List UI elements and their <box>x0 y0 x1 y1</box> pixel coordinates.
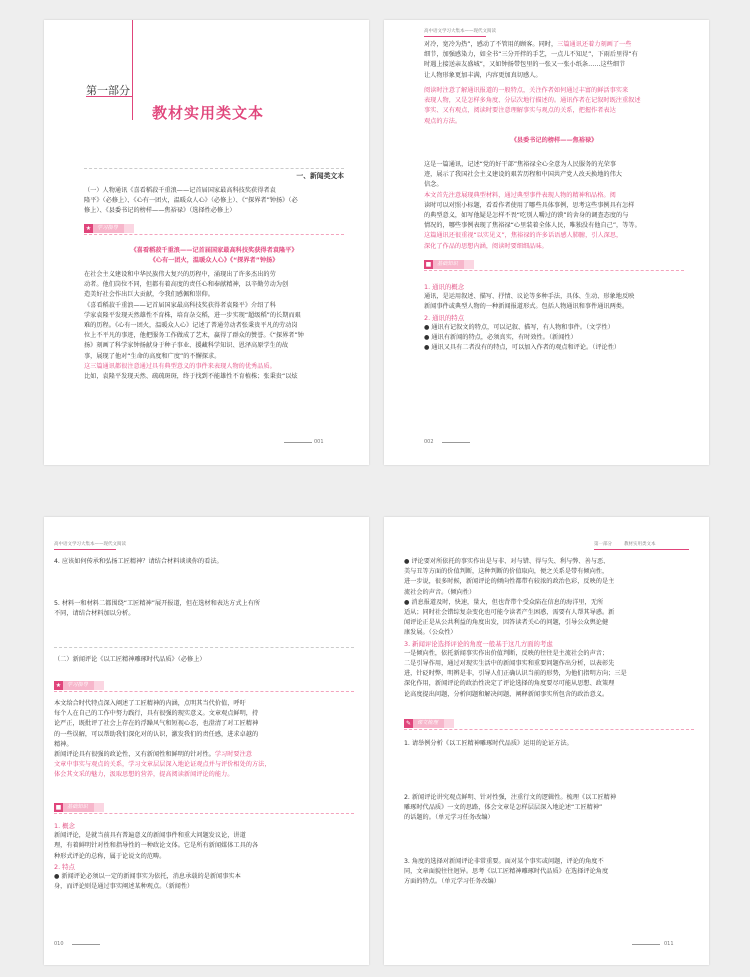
page-number: 002 <box>424 439 434 445</box>
intro-text <box>84 186 344 217</box>
page-number-line <box>632 944 660 945</box>
question-1 <box>404 739 694 749</box>
subtitle: 《心有一团火，温暖众人心》《“探界者”钟扬》 <box>149 257 279 265</box>
feature-line: 身，而评论则是通过事实阐述某种观点。（新闻性） <box>54 883 194 891</box>
tag-tail <box>464 260 474 269</box>
body-line: 二是引导作用，通过对现实生活中的新闻事实和重要问题作出分析，以表彰先 <box>404 660 615 668</box>
highlight-line: 阅读时注意了解通讯报道的一般特点，关注作者如何通过丰富的鲜活事实来 <box>424 87 629 94</box>
feature-item: ● 消息报道及时，快速，量大，但也背带个受众陷在信息的海洋里，无所 <box>404 598 604 606</box>
section-divider <box>84 168 344 169</box>
accent-line <box>132 20 133 120</box>
tag-label: 学习指导 <box>63 681 94 690</box>
question-line: 同，文章面貌往往迥异。思考《以工匠精神雕琢时代品质》在选择评论角度 <box>404 868 609 876</box>
part-label: 第一部分 <box>86 84 130 97</box>
body-line: 读时可以对照小标题，看看作者使用了哪些具体事例，思考这些事例具有怎样 <box>424 201 635 209</box>
tag-divider <box>54 691 354 692</box>
body-line: 事，展现了他对“生命的高度和广度”的不懈探求。 <box>84 352 221 360</box>
tag-divider <box>54 813 354 814</box>
feature-line: 进一步说，很多时候，新闻评论的倾向性都带有较浓的政治色彩，反映的是主 <box>404 578 615 586</box>
body-line: 精神。 <box>54 740 73 748</box>
feature-item: ● 通讯有记叙文的特点，可以记叙、描写，有人物和事件。（文学性） <box>424 323 614 331</box>
body-line: 造美好社会作出巨大贡献，令我们感佩和崇仰。 <box>84 291 214 299</box>
body-line: 在社会主义建设和中华民族伟大复兴的历程中，涌现出了许多杰出的劳 <box>84 271 276 278</box>
sub-title: 3. 新闻评论选择评论的角度一般基于这几方面的考虑 <box>404 639 553 648</box>
bullet-icon: ● <box>404 598 412 606</box>
question-line: 1. 请举例分析《以工匠精神雕琢时代品质》运用的论证方法。 <box>404 740 573 747</box>
page-number: 011 <box>664 941 674 947</box>
feature-item: ● 通讯又具有二者没有的特点，可以加入作者的观点和评论。（评论性） <box>424 344 621 352</box>
tag-label: 学习指导 <box>93 224 124 233</box>
body-line: 学家袁隆平发现天然雄性不育株，培育杂交稻，进一步实现“超级稻”的长期而艰 <box>84 311 301 319</box>
highlight-line: 事实、又有观点，阅读时要注意理解事实与观点的关系，把握作者表达 <box>424 107 616 115</box>
body-line: 扬》刻画了科学家钟扬献身于种子事业、援藏科学知识、恩泽高原学生的故 <box>84 342 289 350</box>
running-header-part: 第一部分 <box>594 542 612 547</box>
page-number-line <box>442 442 470 443</box>
highlight-line: 体会其文采的魅力，汲取思想的营养，提高阅读新闻评论的能力。 <box>54 771 234 779</box>
tag-icon: ✎ <box>405 720 412 727</box>
tag-tail <box>444 719 454 728</box>
question-4 <box>54 557 354 567</box>
tag-divider <box>84 234 344 235</box>
subtitle-block <box>84 246 344 266</box>
running-header-title: 教材实用类文本 <box>624 542 656 547</box>
header-line <box>54 549 116 550</box>
page-number: 001 <box>314 439 324 445</box>
continued-text <box>404 557 694 700</box>
body-line: 比如，袁隆平发现天然、疏疏斑斑，终于找到不能雄性不育植株；张秉贵“以炫 <box>84 373 298 381</box>
tag-tail <box>94 803 104 812</box>
header-line <box>424 36 486 37</box>
tag-tail <box>124 224 134 233</box>
highlight-line: 文章中事实与观点的关系，学习文章层层深入地论证观点并与评价相处的方法， <box>54 761 271 769</box>
subtitle: 《喜看稻菽千重浪——记首届国家最高科技奖获得者袁隆平》 <box>130 247 298 254</box>
highlight-line: 这三篇通讯都很注意通过具有典型意义的事件来表现人物的优秀品质。 <box>84 362 276 370</box>
question-5 <box>54 599 354 619</box>
tag-icon: ★ <box>55 682 62 689</box>
concept-line: 种形式评论的总称，属于论说文的范畴。 <box>54 852 166 860</box>
knowledge-block <box>424 282 684 353</box>
page-number-line <box>284 442 312 443</box>
concept-title: 1. 概念 <box>54 822 75 830</box>
section-divider <box>54 647 354 648</box>
intro-block <box>54 655 354 665</box>
body-line: 时遇上接送亲友盛城”，又如钟扬带包里的一张又一张小纸条……这些细节 <box>424 61 626 69</box>
header-line <box>594 549 689 550</box>
tag-divider <box>404 729 694 730</box>
highlight-line: 深化了作品的思想内涵，阅读时要细细品味。 <box>424 242 548 250</box>
concept-line: 新闻评论，是就当前具有普遍意义的新闻事件和重大问题发议论，讲道 <box>54 832 246 840</box>
part-underline <box>86 96 132 97</box>
question-2 <box>404 793 694 824</box>
body-line: 新闻评论具有很强的政论性，又有新闻性和鲜明的针对性。 <box>54 751 215 759</box>
feature-item: ● 评论要对所依托的事实作出是与非、对与错、得与失、利与弊、善与恶、 <box>404 558 610 565</box>
tag-tail <box>94 681 104 690</box>
feature-item: ● 新闻评论必须以一定的新闻事实为依托，消息承载的是新闻事实本 <box>54 873 241 881</box>
body-line: 的一些误解，可以帮助我们深化对的认识，激发我们的责任感，进求卓越的 <box>54 730 259 738</box>
body-line: 迹，展示了我国社会主义建设的艰苦历程和中国共产党人改天换地的伟大 <box>424 171 622 179</box>
intro-line: 隆平》（必修上）、《心有一团火，温暖众人心》（必修上）、《“探界者”钟扬》（必 <box>84 197 298 205</box>
intro-line: （二）新闻评论《以工匠精神雕琢时代品质》（必修上） <box>54 656 206 663</box>
subtitle: 《县委书记的榜样——焦裕禄》 <box>510 137 598 144</box>
page-011 <box>384 517 709 965</box>
feature-line: 闻评论正是从公共利益的角度出发，因答读者关心的问题，引导公众舆论健 <box>404 619 609 627</box>
body-line: 一是倾向性，依托新闻事实作出价值判断，反映的往往是主流社会的声音； <box>404 649 609 657</box>
feature-line: 美与丑等方面的价值判断，这种判断的价值取向，便之关系是带有倾向性， <box>404 568 609 576</box>
concept-title: 1. 通讯的概念 <box>424 283 465 291</box>
highlight-line: 本文首先注意展现典型材料，通过典型事件表现人物的精神和品格。阅 <box>424 191 616 199</box>
intro-line: （一）人物通讯《喜看稻菽千重浪——记首届国家最高科技奖获得者袁 <box>84 187 276 194</box>
running-header: 高中语文学习大集本——现代文阅读 <box>424 29 496 34</box>
bullet-icon: ● <box>424 323 432 331</box>
question-line: 的话题的。（单元学习任务改编） <box>404 814 494 822</box>
bullet-icon: ● <box>54 873 62 881</box>
question-line: 5. 材料一和材料二都围绕“工匠精神”展开报道，但在选材和表达方式上有所 <box>54 600 261 607</box>
part-title: 教材实用类文本 <box>152 104 265 122</box>
body-line: 深化作用，新闻评论的政治性决定了评论选择的角度要尽可能从思想、政策理 <box>404 680 615 688</box>
running-header: 高中语文学习大集本——现代文阅读 <box>54 542 126 547</box>
question-line: 方面的特点。（单元学习任务改编） <box>404 878 500 886</box>
body-line: 每个人在自己的工作中努力践行，具有很强的现实意义。文章观点鲜明，持 <box>54 710 259 718</box>
body-line: 细节，加强感染力，如全书“三分开拌的手艺，一点儿不知足”，下雨后里得“有 <box>424 51 638 59</box>
feature-line: 康发展。（公众性） <box>404 629 457 637</box>
bullet-icon: ● <box>404 558 412 565</box>
body-line: 信念。 <box>424 181 443 189</box>
feature-item: ● 通讯有新闻的特点，必须真实，有时效性。（新闻性） <box>424 334 577 342</box>
question-line: 不同，请结合材料加以分析。 <box>54 610 135 618</box>
body-line: 难的历程。《心有一团火，温暖众人心》记述了普通劳动者张秉贵平凡的劳动岗 <box>84 322 298 330</box>
body-line: 这是一篇通讯，记述“党的好干部”焦裕禄全心全意为人民服务的光荣事 <box>424 161 617 168</box>
top-text <box>424 40 684 81</box>
section-tag <box>84 224 134 233</box>
body-line: 的典型意义，如写他疑是怎样不畏“吃别人嚼过的馍”的舍身的调查态度的与 <box>424 212 629 220</box>
highlight-text: 三篇通讯还着力刻画了一些 <box>557 41 632 48</box>
tag-label: 课文梳理 <box>413 719 444 728</box>
bullet-icon: ● <box>424 344 432 352</box>
highlight-line: 这篇通讯还很重视“以实见义”，焦裕禄的许多话语感人肺腑，引人深思， <box>424 232 623 240</box>
question-line: 4. 应该如何传承和弘扬工匠精神？请结合材料谈谈你的看法。 <box>54 558 223 565</box>
tag-label: 基础知识 <box>63 803 94 812</box>
subtitle-block <box>424 136 684 146</box>
body-line: 让人物形象更加丰满，内容更加真切感人。 <box>424 71 542 79</box>
highlight-line: 观点的方法。 <box>424 117 462 125</box>
body-line: 情况的，哪些事例表现了焦裕禄“心里装着全体人民，唯独没有他自己”，等等。 <box>424 222 641 230</box>
feature-line: 适从；同时社会错综复杂变化也可能令读者产生困惑，需要有人帮其导惑。新 <box>404 609 615 617</box>
bullet-icon: ● <box>424 334 432 342</box>
body-line: 位上不平凡的事迹，他把服务工作做成了艺术，赢得了群众的赞誉。《“探界者”钟 <box>84 332 304 340</box>
question-line: 3. 角度的选择对新闻评论非常重要。面对某个事实或问题，评论的角度不 <box>404 858 604 865</box>
tag-divider <box>424 270 684 271</box>
question-line: 雕琢时代品质》一文的思路，体会文章是怎样层层深入地论述“工匠精神” <box>404 804 603 812</box>
body-line: 论严正，既批评了社会上存在的浮躁风气和短视心态，也澄清了对工匠精神 <box>54 720 259 728</box>
concept-line: 新闻事件或典型人物的一种新闻报道形式。包括人物通讯和事件通讯两类。 <box>424 303 629 311</box>
pink-block <box>424 86 684 127</box>
question-3 <box>404 857 694 888</box>
highlight-text: 学习时要注意 <box>214 751 252 759</box>
body-line: 进，针砭时弊，明辨是非，引导人们正确认识当前的形势，为他们指明方向；三是 <box>404 670 627 678</box>
page-001 <box>44 20 369 465</box>
tag-label: 基础知识 <box>433 260 464 269</box>
tag-icon: ★ <box>85 225 92 232</box>
feature-title: 2. 通讯的特点 <box>424 313 465 322</box>
concept-line: 理，有着鲜明针对性和指导性的一种政论文体。它是所有新闻媒体工具的各 <box>54 842 259 850</box>
body-line: 动者。他们岗位不同，但都有着高度的责任心和奉献精神，以辛勤劳动为创 <box>84 281 289 289</box>
section-tag <box>404 719 454 728</box>
body-line: 论高度提出问题，分析问题和解决问题，阐释新闻事实所包含的政治意义。 <box>404 690 609 698</box>
page-number: 010 <box>54 941 64 947</box>
feature-line: 流社会的声音。（倾向性） <box>404 588 476 596</box>
section-tag <box>54 803 104 812</box>
page-002 <box>384 20 709 465</box>
section-tag <box>424 260 474 269</box>
body-line: 《喜看稻菽千重浪——记首届国家最高科技奖获得者袁隆平》介绍了科 <box>84 301 276 309</box>
section-tag <box>54 681 104 690</box>
highlight-line: 表现人物，又是怎样多角度、分层次地行描述的。通讯作者在记叙时既注重叙述 <box>424 97 641 105</box>
feature-title: 2. 特点 <box>54 862 75 871</box>
body-line: 对冷，宽冷为热”，感动了不管用的顾客。同时， <box>424 41 558 48</box>
body-text <box>54 699 354 781</box>
body-line: 本文给合时代特点深入阐述了工匠精神的内涵，点明其当代价值，呼吁 <box>54 700 246 707</box>
tag-icon: ■ <box>425 261 432 268</box>
page-010 <box>44 517 369 965</box>
tag-icon: ■ <box>55 804 62 811</box>
page-number-line <box>72 944 100 945</box>
intro-line: 修上）、《县委书记的榜样——焦裕禄》（选择性必修上） <box>84 207 236 215</box>
body-text <box>84 270 344 382</box>
section-title: 一、新闻类文本 <box>296 172 344 180</box>
concept-line: 通讯，是运用叙述、描写、抒情、议论等多种手法，具体、生动、形象地反映 <box>424 293 635 301</box>
body-text <box>424 160 684 252</box>
knowledge-block <box>54 821 354 892</box>
question-line: 2. 新闻评论讲究观点鲜明、针对性强，注重行文的逻辑性。梳理《以工匠精神 <box>404 794 617 801</box>
